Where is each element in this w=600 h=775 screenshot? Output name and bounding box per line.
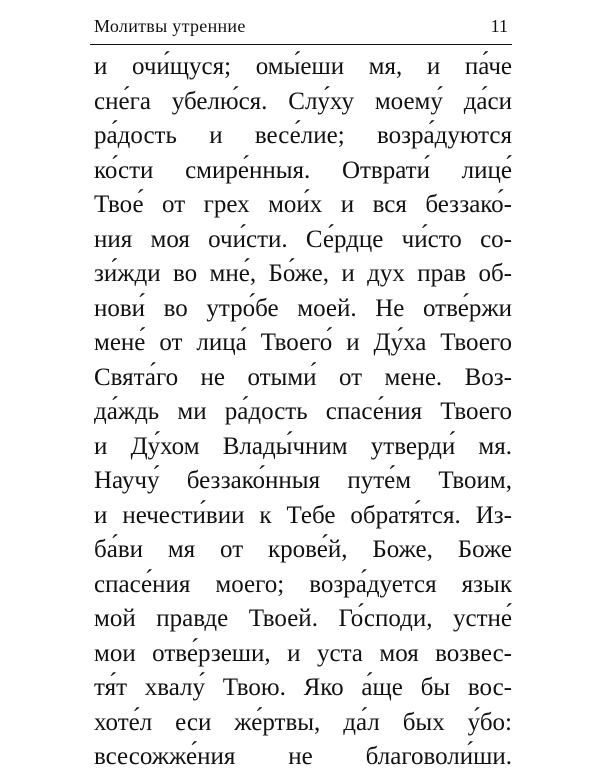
text-line: тя́т хвалу́ Твою. Яко а́ще бы вос-: [94, 674, 512, 701]
text-line: спасе́ния моего; возра́дуется язык: [94, 570, 512, 598]
text-line: хоте́л еси же́ртвы, да́л бых у́бо:: [94, 708, 512, 736]
running-header: [90, 14, 512, 40]
text-line: ко́сти смире́нныя. Отврати́ лице́: [94, 156, 512, 184]
text-line: ба́ви мя от крове́й, Боже, Боже: [94, 536, 512, 563]
text-line: да́ждь ми ра́дость спасе́ния Твоего: [94, 398, 512, 425]
header-rule: [90, 44, 512, 45]
text-line: ния моя очи́сти. Се́рдце чи́сто со-: [94, 225, 512, 253]
text-line: и нечести́вии к Тебе обратя́тся. Из-: [94, 501, 512, 529]
text-line: Твое́ от грех мои́х и вся беззако́-: [94, 191, 512, 218]
page-number: 11: [490, 16, 508, 36]
text-line: и очи́щуся; омы́еши мя, и па́че: [94, 53, 512, 80]
text-line: нови́ во утро́бе моей. Не отве́ржи: [94, 294, 512, 322]
text-line: Свята́го не отыми́ от мене. Воз-: [94, 363, 512, 391]
text-line: зи́жди во мне́, Бо́же, и дух прав об-: [94, 260, 512, 287]
running-header-title: Молитвы утренние: [94, 16, 246, 36]
text-line: мене́ от лица́ Твоего́ и Ду́ха Твоего: [94, 329, 512, 356]
text-line: мои отве́рзеши, и уста моя возвес-: [94, 639, 512, 667]
text-line: сне́га убелю́ся. Слу́ху моему́ да́си: [94, 87, 512, 115]
text-line: ра́дость и весе́лие; возра́дуются: [94, 122, 512, 149]
text-line: мой правде Твоей. Го́споди, устне́: [94, 605, 512, 632]
text-line: и Ду́хом Влады́чним утверди́ мя.: [94, 432, 512, 460]
text-line: всесожже́ния не благоволи́ши.: [94, 743, 512, 770]
prayer-text: [94, 50, 512, 775]
text-line: Научу́ беззако́нныя путе́м Твоим,: [94, 467, 512, 494]
